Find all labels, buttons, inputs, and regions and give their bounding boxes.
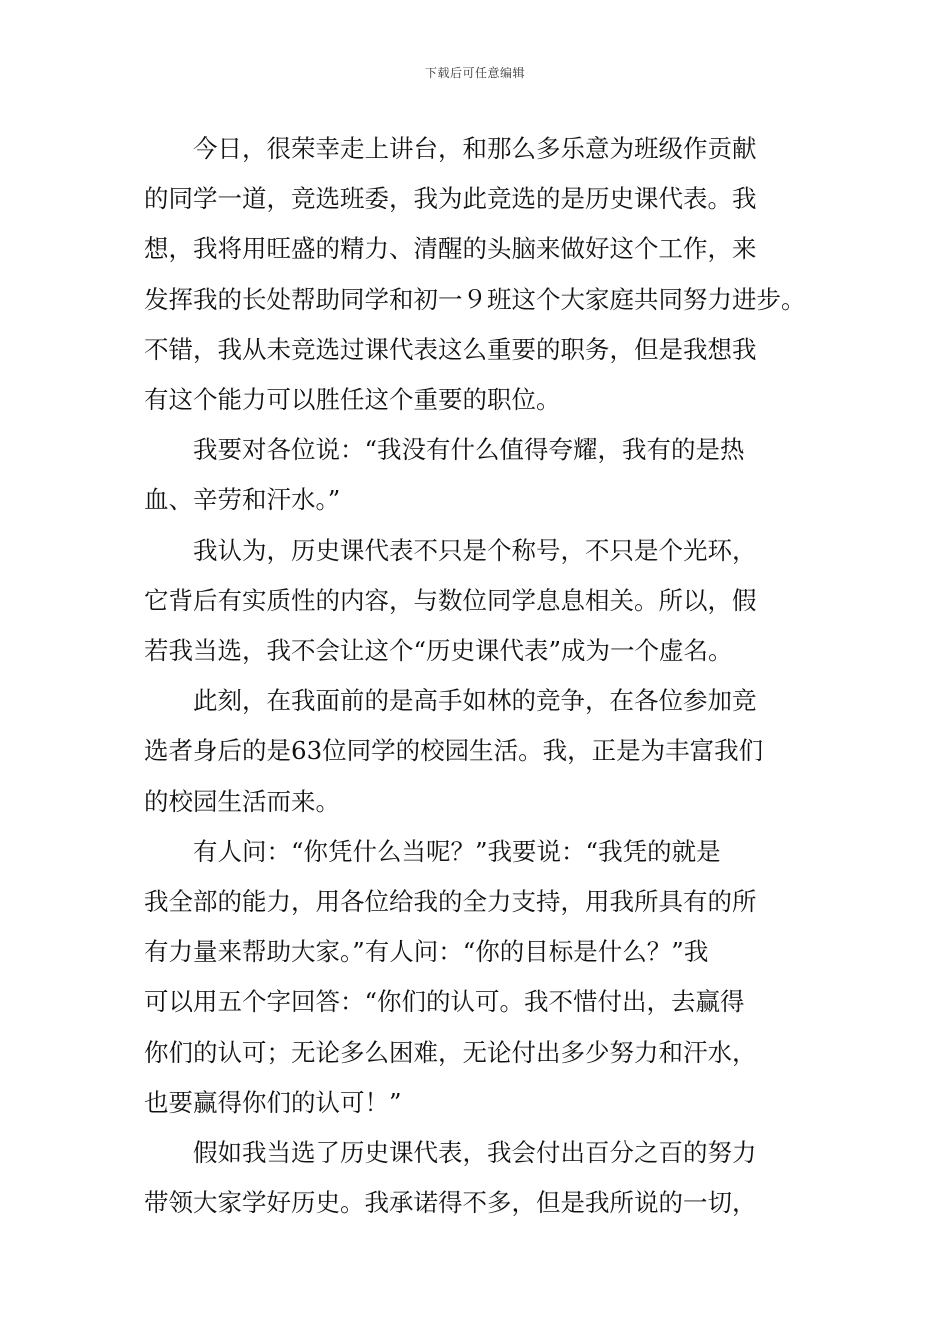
- text-line: 发挥我的长处帮助同学和初一９班这个大家庭共同努力进步。: [144, 284, 806, 314]
- text-line: 也要赢得你们的认可！”: [144, 1087, 402, 1117]
- text-line: 此刻，在我面前的是高手如林的竞争，在各位参加竞: [144, 686, 757, 716]
- text-line: 的校园生活而来。: [144, 786, 340, 816]
- text-line: 不错，我从未竞选过课代表这么重要的职务，但是我想我: [144, 334, 757, 364]
- text-line: 的同学一道，竞选班委，我为此竞选的是历史课代表。我: [144, 184, 757, 214]
- text-line: 我要对各位说：“我没有什么值得夸耀，我有的是热: [144, 435, 745, 465]
- text-line: 我认为，历史课代表不只是个称号，不只是个光环，: [144, 535, 757, 565]
- text-line: 有人问：“你凭什么当呢？”我要说：“我凭的就是: [144, 836, 721, 866]
- text-line: 我全部的能力，用各位给我的全力支持，用我所具有的所: [144, 887, 757, 917]
- text-line: 血、辛劳和汗水。”: [144, 485, 341, 515]
- text-line: 带领大家学好历史。我承诺得不多，但是我所说的一切，: [144, 1188, 757, 1218]
- body-text: [144, 124, 810, 1228]
- text-line: 选者身后的是63位同学的校园生活。我，正是为丰富我们: [144, 736, 764, 766]
- text-line: 想，我将用旺盛的精力、清醒的头脑来做好这个工作，来: [144, 234, 757, 264]
- text-line: 若我当选，我不会让这个“历史课代表”成为一个虚名。: [144, 636, 733, 666]
- text-line: 今日，很荣幸走上讲台，和那么多乐意为班级作贡献: [144, 134, 757, 163]
- text-line: 可以用五个字回答：“你们的认可。我不惜付出，去赢得: [144, 987, 745, 1017]
- page-header: 下载后可任意编辑: [424, 66, 525, 80]
- text-line: 有力量来帮助大家。”有人问：“你的目标是什么？”我: [144, 937, 709, 967]
- text-line: 它背后有实质性的内容，与数位同学息息相关。所以，假: [144, 585, 757, 615]
- text-line: 假如我当选了历史课代表，我会付出百分之百的努力: [144, 1138, 757, 1168]
- text-line: 有这个能力可以胜任这个重要的职位。: [144, 385, 561, 415]
- text-line: 你们的认可；无论多么困难，无论付出多少努力和汗水，: [144, 1037, 757, 1067]
